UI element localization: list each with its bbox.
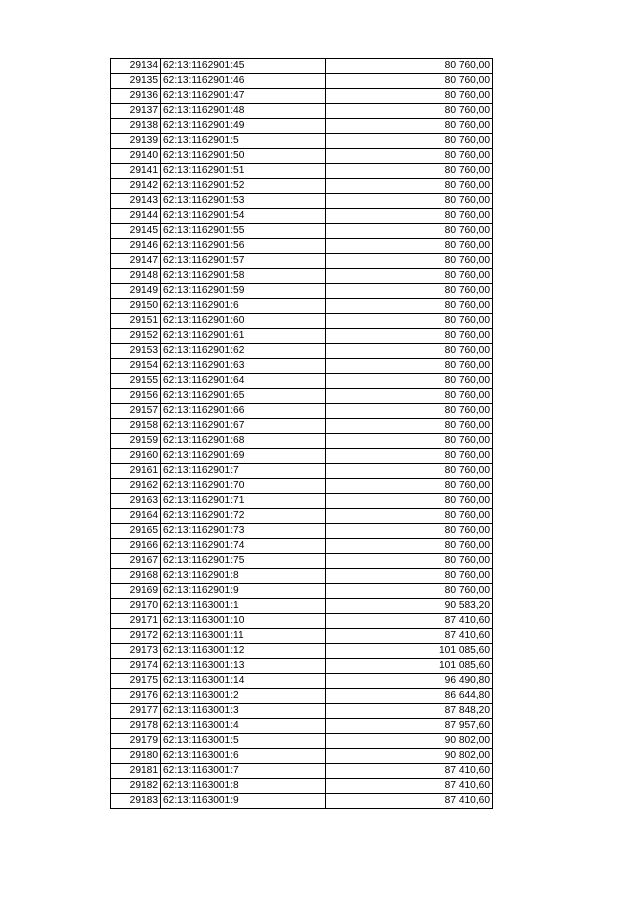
- cadastral-number-cell: 62:13:1162901:54: [161, 209, 326, 224]
- cadastral-number-cell: 62:13:1163001:1: [161, 599, 326, 614]
- value-cell: 80 760,00: [326, 569, 493, 584]
- table-body: [111, 59, 493, 809]
- value-cell: 80 760,00: [326, 344, 493, 359]
- cadastral-number-cell: 62:13:1162901:68: [161, 434, 326, 449]
- table-row: [111, 284, 493, 299]
- table-row: [111, 509, 493, 524]
- table-row: [111, 419, 493, 434]
- table-row: [111, 734, 493, 749]
- cadastral-number-cell: 62:13:1163001:3: [161, 704, 326, 719]
- value-cell: 80 760,00: [326, 179, 493, 194]
- row-number-cell: 29178: [111, 719, 161, 734]
- cadastral-number-cell: 62:13:1163001:5: [161, 734, 326, 749]
- table-row: [111, 764, 493, 779]
- value-cell: 80 760,00: [326, 299, 493, 314]
- cadastral-number-cell: 62:13:1162901:55: [161, 224, 326, 239]
- cadastral-number-cell: 62:13:1162901:59: [161, 284, 326, 299]
- cadastral-number-cell: 62:13:1162901:8: [161, 569, 326, 584]
- table-row: [111, 599, 493, 614]
- table-row: [111, 359, 493, 374]
- value-cell: 80 760,00: [326, 374, 493, 389]
- cadastral-number-cell: 62:13:1162901:52: [161, 179, 326, 194]
- cadastral-number-cell: 62:13:1162901:69: [161, 449, 326, 464]
- table-row: [111, 689, 493, 704]
- table-row: [111, 239, 493, 254]
- table-row: [111, 179, 493, 194]
- value-cell: 80 760,00: [326, 149, 493, 164]
- cadastral-number-cell: 62:13:1162901:75: [161, 554, 326, 569]
- value-cell: 86 644,80: [326, 689, 493, 704]
- value-cell: 80 760,00: [326, 119, 493, 134]
- cadastral-number-cell: 62:13:1163001:13: [161, 659, 326, 674]
- table-row: [111, 779, 493, 794]
- row-number-cell: 29138: [111, 119, 161, 134]
- row-number-cell: 29167: [111, 554, 161, 569]
- cadastral-number-cell: 62:13:1162901:53: [161, 194, 326, 209]
- value-cell: 80 760,00: [326, 224, 493, 239]
- value-cell: 87 410,60: [326, 779, 493, 794]
- table-row: [111, 614, 493, 629]
- row-number-cell: 29150: [111, 299, 161, 314]
- value-cell: 87 410,60: [326, 614, 493, 629]
- row-number-cell: 29179: [111, 734, 161, 749]
- value-cell: 80 760,00: [326, 89, 493, 104]
- table-row: [111, 464, 493, 479]
- table-row: [111, 119, 493, 134]
- cadastral-number-cell: 62:13:1162901:48: [161, 104, 326, 119]
- row-number-cell: 29155: [111, 374, 161, 389]
- row-number-cell: 29170: [111, 599, 161, 614]
- table-row: [111, 344, 493, 359]
- value-cell: 80 760,00: [326, 389, 493, 404]
- value-cell: 80 760,00: [326, 524, 493, 539]
- value-cell: 90 802,00: [326, 749, 493, 764]
- cadastral-number-cell: 62:13:1162901:60: [161, 314, 326, 329]
- table-row: [111, 269, 493, 284]
- table-row: [111, 104, 493, 119]
- cadastral-number-cell: 62:13:1162901:46: [161, 74, 326, 89]
- value-cell: 96 490,80: [326, 674, 493, 689]
- value-cell: 101 085,60: [326, 659, 493, 674]
- table-row: [111, 149, 493, 164]
- value-cell: 80 760,00: [326, 494, 493, 509]
- cadastral-number-cell: 62:13:1162901:62: [161, 344, 326, 359]
- cadastral-number-cell: 62:13:1162901:7: [161, 464, 326, 479]
- value-cell: 90 802,00: [326, 734, 493, 749]
- cadastral-number-cell: 62:13:1163001:6: [161, 749, 326, 764]
- row-number-cell: 29158: [111, 419, 161, 434]
- table-row: [111, 209, 493, 224]
- row-number-cell: 29163: [111, 494, 161, 509]
- row-number-cell: 29175: [111, 674, 161, 689]
- table-row: [111, 494, 493, 509]
- row-number-cell: 29148: [111, 269, 161, 284]
- cadastral-number-cell: 62:13:1162901:58: [161, 269, 326, 284]
- value-cell: 87 957,60: [326, 719, 493, 734]
- row-number-cell: 29144: [111, 209, 161, 224]
- row-number-cell: 29149: [111, 284, 161, 299]
- table-row: [111, 299, 493, 314]
- row-number-cell: 29181: [111, 764, 161, 779]
- cadastral-number-cell: 62:13:1162901:5: [161, 134, 326, 149]
- value-cell: 80 760,00: [326, 74, 493, 89]
- table-row: [111, 194, 493, 209]
- value-cell: 101 085,60: [326, 644, 493, 659]
- value-cell: 80 760,00: [326, 314, 493, 329]
- row-number-cell: 29143: [111, 194, 161, 209]
- table-row: [111, 584, 493, 599]
- table-row: [111, 389, 493, 404]
- value-cell: 87 410,60: [326, 629, 493, 644]
- cadastral-number-cell: 62:13:1162901:64: [161, 374, 326, 389]
- row-number-cell: 29136: [111, 89, 161, 104]
- row-number-cell: 29152: [111, 329, 161, 344]
- table-row: [111, 539, 493, 554]
- row-number-cell: 29145: [111, 224, 161, 239]
- cadastral-number-cell: 62:13:1162901:71: [161, 494, 326, 509]
- cadastral-number-cell: 62:13:1163001:11: [161, 629, 326, 644]
- value-cell: 87 410,60: [326, 794, 493, 809]
- value-cell: 80 760,00: [326, 419, 493, 434]
- value-cell: 80 760,00: [326, 539, 493, 554]
- cadastral-number-cell: 62:13:1162901:45: [161, 59, 326, 74]
- table-row: [111, 554, 493, 569]
- cadastral-number-cell: 62:13:1163001:7: [161, 764, 326, 779]
- table-row: [111, 449, 493, 464]
- cadastral-number-cell: 62:13:1162901:74: [161, 539, 326, 554]
- table-row: [111, 59, 493, 74]
- row-number-cell: 29134: [111, 59, 161, 74]
- table-row: [111, 434, 493, 449]
- cadastral-number-cell: 62:13:1162901:67: [161, 419, 326, 434]
- row-number-cell: 29161: [111, 464, 161, 479]
- table-row: [111, 674, 493, 689]
- value-cell: 80 760,00: [326, 479, 493, 494]
- table-row: [111, 749, 493, 764]
- row-number-cell: 29177: [111, 704, 161, 719]
- row-number-cell: 29139: [111, 134, 161, 149]
- row-number-cell: 29159: [111, 434, 161, 449]
- row-number-cell: 29165: [111, 524, 161, 539]
- row-number-cell: 29142: [111, 179, 161, 194]
- row-number-cell: 29172: [111, 629, 161, 644]
- table-row: [111, 644, 493, 659]
- row-number-cell: 29169: [111, 584, 161, 599]
- row-number-cell: 29173: [111, 644, 161, 659]
- cadastral-number-cell: 62:13:1162901:49: [161, 119, 326, 134]
- cadastral-number-cell: 62:13:1163001:12: [161, 644, 326, 659]
- value-cell: 80 760,00: [326, 404, 493, 419]
- row-number-cell: 29176: [111, 689, 161, 704]
- row-number-cell: 29162: [111, 479, 161, 494]
- table-row: [111, 329, 493, 344]
- value-cell: 80 760,00: [326, 554, 493, 569]
- table-row: [111, 794, 493, 809]
- table-row: [111, 704, 493, 719]
- value-cell: 80 760,00: [326, 509, 493, 524]
- cadastral-number-cell: 62:13:1163001:8: [161, 779, 326, 794]
- table-row: [111, 89, 493, 104]
- cadastral-number-cell: 62:13:1162901:6: [161, 299, 326, 314]
- value-cell: 80 760,00: [326, 239, 493, 254]
- row-number-cell: 29171: [111, 614, 161, 629]
- cadastral-number-cell: 62:13:1163001:2: [161, 689, 326, 704]
- cadastral-number-cell: 62:13:1163001:14: [161, 674, 326, 689]
- table-row: [111, 659, 493, 674]
- value-cell: 80 760,00: [326, 584, 493, 599]
- value-cell: 80 760,00: [326, 194, 493, 209]
- cadastral-number-cell: 62:13:1162901:57: [161, 254, 326, 269]
- cadastral-number-cell: 62:13:1162901:9: [161, 584, 326, 599]
- value-cell: 80 760,00: [326, 284, 493, 299]
- value-cell: 80 760,00: [326, 254, 493, 269]
- row-number-cell: 29183: [111, 794, 161, 809]
- row-number-cell: 29164: [111, 509, 161, 524]
- row-number-cell: 29157: [111, 404, 161, 419]
- value-cell: 80 760,00: [326, 359, 493, 374]
- cadastral-number-cell: 62:13:1162901:51: [161, 164, 326, 179]
- row-number-cell: 29180: [111, 749, 161, 764]
- row-number-cell: 29147: [111, 254, 161, 269]
- value-cell: 80 760,00: [326, 449, 493, 464]
- cadastral-number-cell: 62:13:1162901:63: [161, 359, 326, 374]
- cadastral-number-cell: 62:13:1162901:56: [161, 239, 326, 254]
- cadastral-number-cell: 62:13:1162901:65: [161, 389, 326, 404]
- table-row: [111, 569, 493, 584]
- value-cell: 80 760,00: [326, 464, 493, 479]
- value-cell: 80 760,00: [326, 164, 493, 179]
- value-cell: 87 410,60: [326, 764, 493, 779]
- value-cell: 80 760,00: [326, 59, 493, 74]
- table-row: [111, 404, 493, 419]
- table-row: [111, 254, 493, 269]
- value-cell: 80 760,00: [326, 209, 493, 224]
- value-cell: 80 760,00: [326, 329, 493, 344]
- table-row: [111, 314, 493, 329]
- row-number-cell: 29156: [111, 389, 161, 404]
- cadastral-number-cell: 62:13:1163001:10: [161, 614, 326, 629]
- cadastral-number-cell: 62:13:1162901:70: [161, 479, 326, 494]
- cadastral-number-cell: 62:13:1162901:66: [161, 404, 326, 419]
- cadastral-number-cell: 62:13:1162901:72: [161, 509, 326, 524]
- table-row: [111, 374, 493, 389]
- row-number-cell: 29137: [111, 104, 161, 119]
- cadastral-number-cell: 62:13:1162901:73: [161, 524, 326, 539]
- cadastral-number-cell: 62:13:1163001:9: [161, 794, 326, 809]
- row-number-cell: 29166: [111, 539, 161, 554]
- row-number-cell: 29160: [111, 449, 161, 464]
- value-cell: 80 760,00: [326, 104, 493, 119]
- table-row: [111, 74, 493, 89]
- row-number-cell: 29174: [111, 659, 161, 674]
- row-number-cell: 29151: [111, 314, 161, 329]
- row-number-cell: 29135: [111, 74, 161, 89]
- value-cell: 90 583,20: [326, 599, 493, 614]
- row-number-cell: 29141: [111, 164, 161, 179]
- data-table: [110, 58, 493, 809]
- row-number-cell: 29153: [111, 344, 161, 359]
- cadastral-number-cell: 62:13:1163001:4: [161, 719, 326, 734]
- row-number-cell: 29140: [111, 149, 161, 164]
- value-cell: 87 848,20: [326, 704, 493, 719]
- table-row: [111, 164, 493, 179]
- value-cell: 80 760,00: [326, 269, 493, 284]
- table-row: [111, 719, 493, 734]
- row-number-cell: 29182: [111, 779, 161, 794]
- table-row: [111, 629, 493, 644]
- table-row: [111, 134, 493, 149]
- value-cell: 80 760,00: [326, 134, 493, 149]
- table-row: [111, 224, 493, 239]
- row-number-cell: 29146: [111, 239, 161, 254]
- cadastral-number-cell: 62:13:1162901:47: [161, 89, 326, 104]
- row-number-cell: 29168: [111, 569, 161, 584]
- cadastral-number-cell: 62:13:1162901:61: [161, 329, 326, 344]
- cadastral-number-cell: 62:13:1162901:50: [161, 149, 326, 164]
- table-row: [111, 524, 493, 539]
- row-number-cell: 29154: [111, 359, 161, 374]
- value-cell: 80 760,00: [326, 434, 493, 449]
- table-row: [111, 479, 493, 494]
